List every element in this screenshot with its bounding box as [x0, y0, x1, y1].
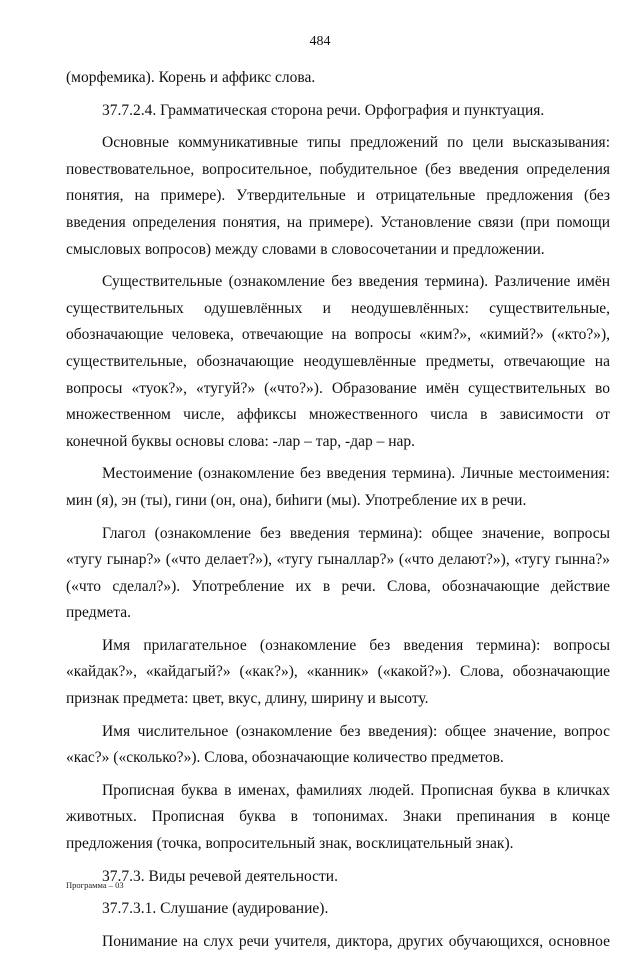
paragraph: Имя числительное (ознакомление без введения): общее значение, вопрос «кас?» («сколько?»). Слова, обозначающие количество предметов.: [66, 722, 610, 767]
paragraph: Существительные (ознакомление без введения термина). Различение имён существительных одушевлённых и неодушевлённых: существительные, обозначающие человека, отвечающие на вопросы «ким?», «кимий?» («кто?»), существительные, обозначающие неодушевлённые предметы, отвечающие на вопросы «туок?», «тугуй?» («что?»). Образование имён существительных во множественном числе, аффиксы множественного числа в зависимости от конечной буквы основы слова: -лар – тар, -дар – нар.: [66, 273, 610, 450]
section-heading: 37.7.3. Виды речевой деятельности.: [102, 867, 338, 885]
section-heading: 37.7.3.1. Слушание (аудирование).: [102, 900, 329, 918]
document-body: [66, 65, 610, 961]
paragraph: Местоимение (ознакомление без введения термина). Личные местоимения: мин (я), эн (ты), гини (он, она), биһиги (мы). Употребление их в речи.: [66, 465, 610, 509]
paragraph: Прописная буква в именах, фамилиях людей. Прописная буква в кличках животных. Прописная буква в топонимах. Знаки препинания в конце предложения (точка, вопросительный знак, восклицательный знак).: [66, 781, 610, 853]
paragraph: Глагол (ознакомление без введения термина): общее значение, вопросы «тугу гынар?» («что делает?»), «тугу гыналлар?» («что делают?»), «тугу гынна?» («что сделал?»). Употребление их в речи. Слова, обозначающие действие предмета.: [66, 524, 610, 622]
paragraph: Понимание на слух речи учителя, диктора, других обучающихся, основное: [102, 932, 610, 950]
section-heading: 37.7.2.4. Грамматическая сторона речи. Орфография и пунктуация.: [102, 101, 545, 119]
paragraph: Имя прилагательное (ознакомление без введения термина): вопросы «кайдак?», «кайдагый?» («как?»), «канник» («какой?»). Слова, обозначающие признак предмета: цвет, вкус, длину, ширину и высоту.: [66, 636, 610, 708]
paragraph: (морфемика). Корень и аффикс слова.: [66, 69, 316, 86]
paragraph: Основные коммуникативные типы предложений по цели высказывания: повествовательное, вопросительное, побудительное (без введения определения понятия, на примере). Утвердительные и отрицательные предложения (без введения определения понятия, на примере). Установление связи (при помощи смысловых вопросов) между словами в словосочетании и предложении.: [66, 134, 610, 258]
page-number: 484: [309, 34, 331, 49]
page-footer: Программа – 03: [66, 880, 124, 890]
